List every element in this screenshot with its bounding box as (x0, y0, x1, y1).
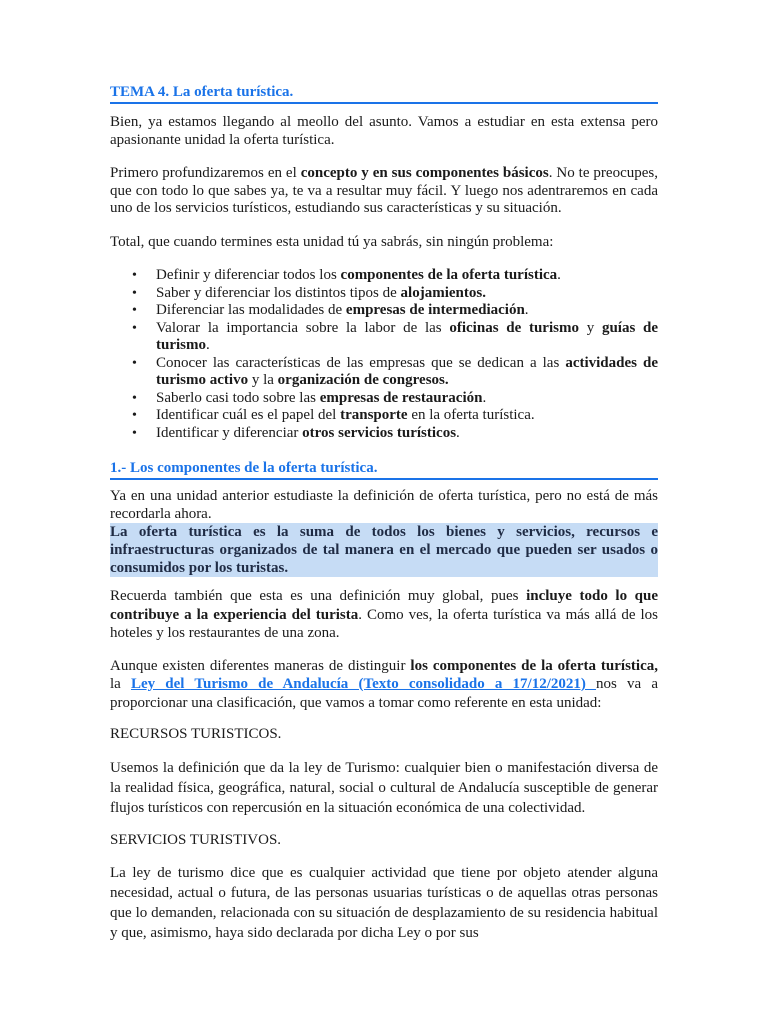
concept-paragraph: Primero profundizaremos en el concepto y en sus componentes básicos. No te preocupes, que con todo lo que sabes ya, te va a resultar muy fácil. Y luego nos adentraremos en cada uno de los servicios turísticos, estudiando sus características y su situación. (110, 165, 658, 216)
list-item: • Saber y diferenciar los distintos tipos de alojamientos. (156, 285, 658, 303)
definition-intro: Ya en una unidad anterior estudiaste la definición de oferta turística, pero no está de más recordarla ahora. (110, 488, 658, 522)
summary-intro: Total, que cuando termines esta unidad tú ya sabrás, sin ningún problema: (110, 233, 554, 250)
list-item: • Valorar la importancia sobre la labor de las oficinas de turismo y guías de turismo. (156, 320, 658, 355)
list-item: • Conocer las características de las empresas que se dedican a las actividades de turismo activo y la organización de congresos. (156, 355, 658, 390)
list-item: • Identificar y diferenciar otros servicios turísticos. (156, 425, 658, 443)
definition-highlight: La oferta turística es la suma de todos los bienes y servicios, recursos e infraestructuras organizados de tal manera en el mercado que pueden ser usados o consumidos por los turistas. (110, 524, 658, 576)
section-heading-componentes: 1.- Los componentes de la oferta turística. (110, 460, 658, 480)
section-heading-tema4: TEMA 4. La oferta turística. (110, 84, 658, 104)
list-item: • Diferenciar las modalidades de empresas de intermediación. (156, 302, 658, 320)
recursos-paragraph: Usemos la definición que da la ley de Turismo: cualquier bien o manifestación diversa de la realidad física, geográfica, natural, social o cultural de Andalucía susceptible de generar flujos turísticos con repercusión en la situación económica de una colectividad. (110, 759, 658, 816)
list-item: • Definir y diferenciar todos los componentes de la oferta turística. (156, 267, 658, 285)
subheading-recursos: RECURSOS TURISTICOS. (110, 726, 282, 742)
list-item: • Saberlo casi todo sobre las empresas de restauración. (156, 390, 658, 408)
document-content (110, 84, 658, 943)
servicios-paragraph: La ley de turismo dice que es cualquier actividad que tiene por objeto atender alguna necesidad, actual o futura, de las personas usuarias turísticas o de aquellas otras personas que lo demanden, relacionada con su situación de desplazamiento de su residencia habitual y que, asimismo, haya sido declarada por dicha Ley o por sus (110, 865, 658, 941)
ley-turismo-link[interactable]: Ley del Turismo de Andalucía (Texto consolidado a 17/12/2021) (130, 676, 597, 692)
list-item: • Identificar cuál es el papel del transporte en la oferta turística. (156, 407, 658, 425)
intro-paragraph: Bien, ya estamos llegando al meollo del asunto. Vamos a estudiar en esta extensa pero apasionante unidad la oferta turística. (110, 114, 658, 148)
components-paragraph: Aunque existen diferentes maneras de distinguir los componentes de la oferta turística, la Ley del Turismo de Andalucía (Texto consolidado a 17/12/2021) nos va a proporcionar una clasificación, que vamos a tomar como referente en esta unidad: (110, 657, 658, 711)
objectives-list (110, 267, 658, 442)
global-definition-paragraph: Recuerda también que esta es una definición muy global, pues incluye todo lo que contribuye a la experiencia del turista. Como ves, la oferta turística va más allá de los hoteles y los restaurantes de una zona. (110, 588, 658, 641)
subheading-servicios: SERVICIOS TURISTIVOS. (110, 831, 282, 848)
